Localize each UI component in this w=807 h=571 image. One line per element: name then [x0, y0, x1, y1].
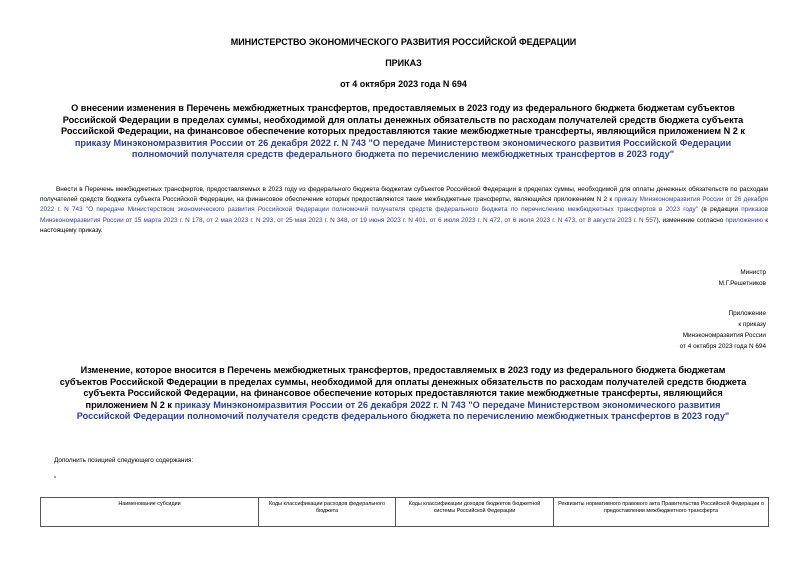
- appendix-label: Приложение: [728, 310, 766, 317]
- signatory-name: М.Г.Решетников: [718, 280, 766, 287]
- appendix-ministry: Минэкономразвития России: [682, 332, 766, 339]
- table-header-cell: Реквизиты нормативного правового акта Правительства Российской Федерации о предоставлении межбюджетного трансферта: [554, 498, 769, 527]
- appendix-title: [58, 365, 748, 423]
- body-text-4: к настоящему приказу.: [40, 216, 768, 234]
- ministry-name: МИНИСТЕРСТВО ЭКОНОМИЧЕСКОГО РАЗВИТИЯ РОССИЙСКОЙ ФЕДЕРАЦИИ: [230, 37, 577, 47]
- body-text-3: ), изменение согласно: [656, 216, 726, 224]
- appendix-order-link[interactable]: приказу Минэкономразвития России от 26 декабря 2022 г. N 743 "О передаче Министерством экономического развития Российской Федерации полномочий получателя средств федерального бюджета по перечислению межбюджетных трансфертов в 2023 году": [76, 399, 730, 422]
- appendix-order-ref: к приказу: [738, 321, 766, 328]
- signatory-role: Министр: [740, 269, 766, 276]
- appendix-link[interactable]: приложению: [725, 216, 764, 224]
- document-type: ПРИКАЗ: [385, 58, 422, 68]
- document-title-text: О внесении изменения в Перечень межбюджетных трансфертов, предоставляемых в 2023 году из федерального бюджета бюджетам субъектов Российской Федерации в пределах суммы, необходимой для оплаты денежных обязательств по расходам получателей средств бюджета субъекта Российской Федерации, на финансовое обеспечение которых предоставляются такие межбюджетные трансферты, являющийся приложением N 2 к: [60, 103, 746, 137]
- appendix-title-text: Изменение, которое вносится в Перечень межбюджетных трансфертов, предоставляемых в 2023 году из федерального бюджета бюджетам субъектов Российской Федерации в пределах суммы, необходимой для оплаты денежных обязательств по расходам получателей средств бюджета субъекта Российской Федерации, на финансовое обеспечение которых предоставляются такие межбюджетные трансферты, являющийся приложением N 2 к: [59, 365, 747, 410]
- intro-text: Дополнить позицией следующего содержания:: [54, 457, 194, 464]
- revisions-link[interactable]: приказов Минэкономразвития России от 15 марта 2023 г. N 178, от 2 мая 2023 г. N 293, от 25 мая 2023 г. N 348, от 19 июня 2023 г. N 401, от 6 июля 2023 г. N 472, от 6 июля 2023 г. N 473, от 8 августа 2023 г. N 557: [40, 206, 768, 224]
- body-order-link[interactable]: приказу Минэкономразвития России от 26 декабря 2022 г. N 743 "О передаче Министерством экономического развития Российской Федерации полномочий получателя средств федерального бюджета по перечислению межбюджетных трансфертов в 2023 году": [40, 196, 768, 214]
- table-header-row: [41, 498, 769, 527]
- body-text-2: (в редакции: [698, 206, 742, 214]
- body-paragraph: [40, 185, 768, 236]
- table-header-cell: Коды классификации доходов бюджетов бюджетной системы Российской Федерации: [396, 498, 554, 527]
- table-header-cell: Наименование субсидии: [41, 498, 259, 527]
- transfers-table: [40, 497, 769, 527]
- opening-quote: ": [54, 476, 57, 483]
- table-header-cell: Коды классификации расходов федерального бюджета: [259, 498, 396, 527]
- body-text-1: Внести в Перечень межбюджетных трансфертов, предоставляемых в 2023 году из федерального бюджета бюджетам субъектов Российской Федерации в пределах суммы, необходимой для оплаты денежных обязательств по расходам получателей средств бюджета субъекта Российской Федерации, на финансовое обеспечение которых предоставляются такие межбюджетные трансферты, являющийся приложением N 2 к: [40, 186, 768, 204]
- document-date: от 4 октября 2023 года N 694: [340, 79, 467, 89]
- appendix-date: от 4 октября 2023 года N 694: [679, 343, 766, 350]
- order-link[interactable]: приказу Минэкономразвития России от 26 декабря 2022 г. N 743 "О передаче Министерством экономического развития Российской Федерации полномочий получателя средств федерального бюджета по перечислению межбюджетных трансфертов в 2023 году": [74, 137, 732, 160]
- document-title: [58, 103, 748, 161]
